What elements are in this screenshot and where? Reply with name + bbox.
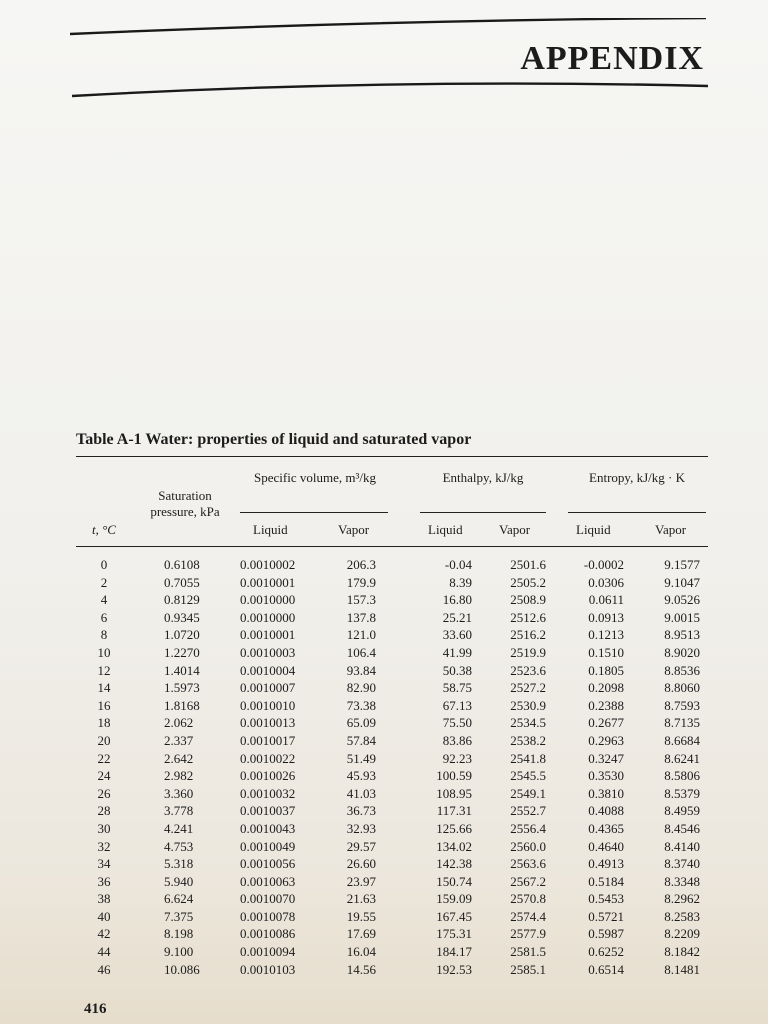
- cell-saturation-pressure: 1.4014: [164, 662, 200, 678]
- top-rule: [70, 18, 706, 42]
- cell-enthalpy-vapor: 2552.7: [510, 803, 546, 819]
- cell-enthalpy-liquid: 33.60: [442, 627, 472, 643]
- cell-enthalpy-liquid: -0.04: [444, 557, 472, 572]
- cell-volume-vapor: 137.8: [346, 609, 376, 625]
- cell-entropy-liquid: 0.3810: [588, 785, 624, 801]
- cell-enthalpy-liquid: 16.80: [442, 592, 472, 608]
- cell-temperature: 30: [97, 820, 111, 836]
- cell-volume-vapor: 57.84: [346, 732, 376, 748]
- cell-entropy-liquid: 0.2677: [588, 715, 624, 731]
- cell-entropy-liquid: 0.2098: [588, 680, 624, 696]
- cell-enthalpy-liquid: 159.09: [436, 891, 472, 907]
- cell-temperature: 0: [100, 557, 108, 572]
- cell-saturation-pressure: 5.940: [164, 873, 194, 889]
- header-enthalpy-liquid: Liquid: [428, 522, 463, 537]
- cell-volume-vapor: 51.49: [346, 750, 376, 766]
- cell-entropy-vapor: 8.3348: [664, 873, 700, 889]
- table-row: [76, 874, 708, 892]
- cell-entropy-liquid: 0.5184: [588, 873, 624, 889]
- cell-saturation-pressure: 4.753: [164, 838, 194, 854]
- cell-entropy-liquid: 0.5721: [588, 908, 624, 924]
- table-row: [76, 962, 708, 980]
- cell-enthalpy-liquid: 100.59: [436, 768, 472, 784]
- cell-volume-vapor: 206.3: [346, 557, 376, 572]
- cell-temperature: 20: [97, 732, 111, 748]
- cell-enthalpy-liquid: 167.45: [436, 908, 472, 924]
- cell-enthalpy-vapor: 2556.4: [510, 820, 546, 836]
- cell-volume-vapor: 45.93: [346, 768, 376, 784]
- header-entropy-liquid: Liquid: [576, 522, 611, 537]
- cell-temperature: 42: [97, 926, 111, 942]
- cell-enthalpy-liquid: 150.74: [436, 873, 472, 889]
- table-row: [76, 856, 708, 874]
- cell-entropy-liquid: 0.4088: [588, 803, 624, 819]
- table-row: [76, 663, 708, 681]
- cell-enthalpy-vapor: 2560.0: [510, 838, 546, 854]
- cell-entropy-vapor: 8.7593: [664, 697, 700, 713]
- cell-entropy-liquid: 0.3530: [588, 768, 624, 784]
- cell-saturation-pressure: 0.7055: [164, 574, 200, 590]
- cell-volume-liquid: 0.0010001: [240, 627, 296, 643]
- cell-entropy-liquid: 0.4640: [588, 838, 624, 854]
- cell-enthalpy-liquid: 67.13: [442, 697, 472, 713]
- page-number: 416: [84, 1001, 107, 1017]
- cell-volume-liquid: 0.0010017: [240, 732, 296, 748]
- cell-entropy-vapor: 8.5379: [664, 785, 700, 801]
- cell-volume-liquid: 0.0010043: [240, 820, 296, 836]
- cell-enthalpy-liquid: 41.99: [442, 644, 472, 660]
- cell-saturation-pressure: 3.360: [164, 785, 194, 801]
- cell-enthalpy-liquid: 192.53: [436, 961, 472, 977]
- cell-enthalpy-vapor: 2585.1: [510, 961, 546, 977]
- cell-enthalpy-vapor: 2512.6: [510, 609, 546, 625]
- header-enthalpy: Enthalpy, kJ/kg: [442, 470, 524, 485]
- cell-entropy-vapor: 8.5806: [664, 768, 700, 784]
- cell-entropy-vapor: 8.4546: [664, 820, 700, 836]
- cell-volume-vapor: 21.63: [346, 891, 376, 907]
- cell-enthalpy-vapor: 2534.5: [510, 715, 546, 731]
- cell-volume-liquid: 0.0010010: [240, 697, 296, 713]
- header-volume-liquid: Liquid: [253, 522, 288, 537]
- cell-volume-vapor: 93.84: [346, 662, 376, 678]
- cell-volume-liquid: 0.0010000: [240, 592, 296, 608]
- cell-volume-vapor: 36.73: [346, 803, 376, 819]
- cell-volume-liquid: 0.0010013: [240, 715, 296, 731]
- cell-enthalpy-liquid: 8.39: [449, 574, 472, 590]
- cell-enthalpy-vapor: 2567.2: [510, 873, 546, 889]
- cell-volume-vapor: 121.0: [346, 627, 376, 643]
- cell-volume-liquid: 0.0010026: [240, 768, 296, 784]
- cell-volume-liquid: 0.0010022: [240, 750, 296, 766]
- cell-entropy-vapor: 8.8536: [664, 662, 700, 678]
- cell-entropy-liquid: 0.4913: [588, 856, 624, 872]
- cell-volume-vapor: 82.90: [346, 680, 376, 696]
- cell-temperature: 44: [97, 944, 111, 960]
- table-row: [76, 733, 708, 751]
- cell-entropy-liquid: 0.2388: [588, 697, 624, 713]
- cell-enthalpy-liquid: 83.86: [442, 732, 472, 748]
- cell-entropy-liquid: 0.1510: [588, 644, 624, 660]
- cell-volume-vapor: 41.03: [346, 785, 376, 801]
- cell-temperature: 16: [97, 697, 111, 713]
- cell-temperature: 10: [97, 644, 111, 660]
- cell-enthalpy-vapor: 2538.2: [510, 732, 546, 748]
- cell-enthalpy-vapor: 2530.9: [510, 697, 546, 713]
- cell-entropy-liquid: 0.6252: [588, 944, 624, 960]
- table-row: [76, 839, 708, 857]
- cell-volume-vapor: 106.4: [346, 644, 376, 660]
- cell-enthalpy-vapor: 2570.8: [510, 891, 546, 907]
- table-row: [76, 909, 708, 927]
- entropy-span-rule: [568, 512, 706, 513]
- cell-entropy-vapor: 9.1047: [664, 574, 700, 590]
- cell-saturation-pressure: 10.086: [164, 961, 200, 977]
- cell-volume-vapor: 17.69: [346, 926, 376, 942]
- cell-volume-vapor: 179.9: [346, 574, 376, 590]
- cell-enthalpy-liquid: 125.66: [436, 820, 472, 836]
- cell-volume-liquid: 0.0010049: [240, 838, 296, 854]
- table-row: [76, 751, 708, 769]
- cell-enthalpy-vapor: 2545.5: [510, 768, 546, 784]
- cell-entropy-vapor: 8.2962: [664, 891, 700, 907]
- cell-volume-vapor: 157.3: [346, 592, 376, 608]
- cell-enthalpy-liquid: 58.75: [442, 680, 472, 696]
- cell-temperature: 34: [97, 856, 111, 872]
- cell-volume-liquid: 0.0010001: [240, 574, 296, 590]
- header-entropy: Entropy, kJ/kg · K: [589, 470, 685, 485]
- cell-entropy-liquid: 0.4365: [588, 820, 624, 836]
- cell-temperature: 46: [97, 961, 111, 977]
- cell-temperature: 28: [97, 803, 111, 819]
- cell-volume-vapor: 65.09: [346, 715, 376, 731]
- cell-entropy-liquid: 0.5987: [588, 926, 624, 942]
- cell-entropy-liquid: 0.0611: [588, 592, 624, 608]
- cell-enthalpy-liquid: 184.17: [436, 944, 472, 960]
- cell-enthalpy-vapor: 2574.4: [510, 908, 546, 924]
- cell-saturation-pressure: 2.982: [164, 768, 194, 784]
- table-row: [76, 557, 708, 575]
- cell-entropy-vapor: 8.1481: [664, 961, 700, 977]
- cell-saturation-pressure: 3.778: [164, 803, 194, 819]
- cell-entropy-liquid: 0.2963: [588, 732, 624, 748]
- table-row: [76, 768, 708, 786]
- cell-saturation-pressure: 7.375: [164, 908, 194, 924]
- cell-volume-liquid: 0.0010078: [240, 908, 296, 924]
- table-row: [76, 944, 708, 962]
- cell-enthalpy-vapor: 2549.1: [510, 785, 546, 801]
- cell-entropy-vapor: 8.7135: [664, 715, 700, 731]
- cell-entropy-vapor: 8.2583: [664, 908, 700, 924]
- cell-volume-liquid: 0.0010063: [240, 873, 296, 889]
- header-saturation-pressure: Saturation pressure, kPa: [150, 488, 220, 519]
- header-entropy-vapor: Vapor: [655, 522, 687, 537]
- cell-enthalpy-vapor: 2563.6: [510, 856, 546, 872]
- cell-saturation-pressure: 1.5973: [164, 680, 200, 696]
- cell-saturation-pressure: 1.0720: [164, 627, 200, 643]
- cell-volume-liquid: 0.0010032: [240, 785, 296, 801]
- cell-enthalpy-vapor: 2508.9: [510, 592, 546, 608]
- cell-saturation-pressure: 0.9345: [164, 609, 200, 625]
- cell-enthalpy-vapor: 2516.2: [510, 627, 546, 643]
- table-header-rule: [76, 546, 708, 547]
- cell-saturation-pressure: 6.624: [164, 891, 194, 907]
- enthalpy-span-rule: [420, 512, 546, 513]
- cell-enthalpy-liquid: 175.31: [436, 926, 472, 942]
- header-specific-volume: Specific volume, m³/kg: [254, 470, 376, 485]
- table-row: [76, 627, 708, 645]
- cell-saturation-pressure: 0.6108: [164, 557, 200, 572]
- cell-volume-vapor: 23.97: [346, 873, 376, 889]
- cell-saturation-pressure: 1.8168: [164, 697, 200, 713]
- cell-temperature: 12: [97, 662, 111, 678]
- cell-enthalpy-vapor: 2519.9: [510, 644, 546, 660]
- cell-entropy-vapor: 8.1842: [664, 944, 700, 960]
- header-enthalpy-vapor: Vapor: [499, 522, 531, 537]
- cell-temperature: 6: [100, 609, 108, 625]
- table-row: [76, 786, 708, 804]
- cell-temperature: 18: [97, 715, 111, 731]
- cell-volume-vapor: 29.57: [346, 838, 376, 854]
- cell-saturation-pressure: 2.062: [164, 715, 194, 731]
- cell-saturation-pressure: 2.337: [164, 732, 194, 748]
- cell-entropy-liquid: 0.6514: [588, 961, 624, 977]
- page-heading: APPENDIX: [520, 40, 704, 77]
- cell-entropy-vapor: 8.6241: [664, 750, 700, 766]
- table-top-rule: [76, 456, 708, 457]
- cell-enthalpy-vapor: 2527.2: [510, 680, 546, 696]
- cell-saturation-pressure: 2.642: [164, 750, 194, 766]
- table-row: [76, 926, 708, 944]
- cell-saturation-pressure: 1.2270: [164, 644, 200, 660]
- table-row: [76, 891, 708, 909]
- cell-entropy-liquid: 0.1213: [588, 627, 624, 643]
- cell-volume-liquid: 0.0010003: [240, 644, 296, 660]
- bottom-rule: [72, 80, 708, 104]
- cell-saturation-pressure: 9.100: [164, 944, 194, 960]
- cell-temperature: 4: [100, 592, 108, 608]
- cell-temperature: 22: [97, 750, 111, 766]
- cell-entropy-vapor: 8.4140: [664, 838, 700, 854]
- header-volume-vapor: Vapor: [338, 522, 370, 537]
- cell-temperature: 14: [97, 680, 111, 696]
- table-row: [76, 592, 708, 610]
- cell-entropy-vapor: 8.3740: [664, 856, 700, 872]
- cell-entropy-vapor: 8.2209: [664, 926, 700, 942]
- cell-entropy-vapor: 8.4959: [664, 803, 700, 819]
- cell-volume-liquid: 0.0010056: [240, 856, 296, 872]
- specific-volume-span-rule: [240, 512, 388, 513]
- table-row: [76, 575, 708, 593]
- cell-volume-liquid: 0.0010004: [240, 662, 296, 678]
- cell-entropy-liquid: 0.3247: [588, 750, 624, 766]
- cell-saturation-pressure: 5.318: [164, 856, 194, 872]
- cell-volume-vapor: 16.04: [346, 944, 376, 960]
- cell-volume-vapor: 73.38: [346, 697, 376, 713]
- cell-volume-vapor: 14.56: [346, 961, 376, 977]
- cell-volume-vapor: 26.60: [346, 856, 376, 872]
- cell-volume-vapor: 32.93: [346, 820, 376, 836]
- cell-enthalpy-liquid: 117.31: [436, 803, 472, 819]
- cell-enthalpy-liquid: 108.95: [436, 785, 472, 801]
- cell-volume-liquid: 0.0010086: [240, 926, 296, 942]
- cell-entropy-liquid: 0.0306: [588, 574, 624, 590]
- cell-enthalpy-vapor: 2501.6: [510, 557, 546, 572]
- table-body: [76, 557, 708, 979]
- table-row: [76, 715, 708, 733]
- cell-entropy-vapor: 9.1577: [664, 557, 700, 572]
- cell-enthalpy-vapor: 2577.9: [510, 926, 546, 942]
- cell-entropy-liquid: 0.5453: [588, 891, 624, 907]
- cell-entropy-liquid: 0.1805: [588, 662, 624, 678]
- table-row: [76, 821, 708, 839]
- cell-volume-liquid: 0.0010007: [240, 680, 296, 696]
- cell-temperature: 36: [97, 873, 111, 889]
- cell-volume-liquid: 0.0010037: [240, 803, 296, 819]
- cell-enthalpy-liquid: 75.50: [442, 715, 472, 731]
- cell-entropy-liquid: 0.0913: [588, 609, 624, 625]
- cell-saturation-pressure: 0.8129: [164, 592, 200, 608]
- cell-volume-liquid: 0.0010103: [240, 961, 296, 977]
- cell-volume-liquid: 0.0010000: [240, 609, 296, 625]
- cell-temperature: 38: [97, 891, 111, 907]
- cell-enthalpy-liquid: 142.38: [436, 856, 472, 872]
- cell-saturation-pressure: 4.241: [164, 820, 194, 836]
- cell-enthalpy-vapor: 2505.2: [510, 574, 546, 590]
- table-caption: Table A-1 Water: properties of liquid and saturated vapor: [76, 431, 472, 448]
- table-row: [76, 645, 708, 663]
- cell-entropy-vapor: 8.9513: [664, 627, 700, 643]
- cell-enthalpy-vapor: 2581.5: [510, 944, 546, 960]
- cell-entropy-vapor: 8.8060: [664, 680, 700, 696]
- cell-enthalpy-vapor: 2541.8: [510, 750, 546, 766]
- cell-enthalpy-liquid: 25.21: [442, 609, 472, 625]
- cell-saturation-pressure: 8.198: [164, 926, 194, 942]
- cell-entropy-vapor: 8.6684: [664, 732, 700, 748]
- table-row: [76, 803, 708, 821]
- cell-temperature: 26: [97, 785, 111, 801]
- cell-volume-liquid: 0.0010002: [240, 557, 296, 572]
- header-temperature: t, °C: [92, 522, 116, 537]
- cell-enthalpy-liquid: 92.23: [442, 750, 472, 766]
- table-row: [76, 610, 708, 628]
- cell-enthalpy-vapor: 2523.6: [510, 662, 546, 678]
- cell-entropy-liquid: -0.0002: [583, 557, 624, 572]
- cell-temperature: 32: [97, 838, 111, 854]
- table-row: [76, 698, 708, 716]
- cell-entropy-vapor: 8.9020: [664, 644, 700, 660]
- cell-temperature: 8: [100, 627, 108, 643]
- cell-entropy-vapor: 9.0015: [664, 609, 700, 625]
- cell-enthalpy-liquid: 134.02: [436, 838, 472, 854]
- cell-volume-liquid: 0.0010094: [240, 944, 296, 960]
- cell-volume-vapor: 19.55: [346, 908, 376, 924]
- table-row: [76, 680, 708, 698]
- cell-temperature: 24: [97, 768, 111, 784]
- cell-temperature: 2: [100, 574, 108, 590]
- cell-volume-liquid: 0.0010070: [240, 891, 296, 907]
- cell-entropy-vapor: 9.0526: [664, 592, 700, 608]
- cell-temperature: 40: [97, 908, 111, 924]
- cell-enthalpy-liquid: 50.38: [442, 662, 472, 678]
